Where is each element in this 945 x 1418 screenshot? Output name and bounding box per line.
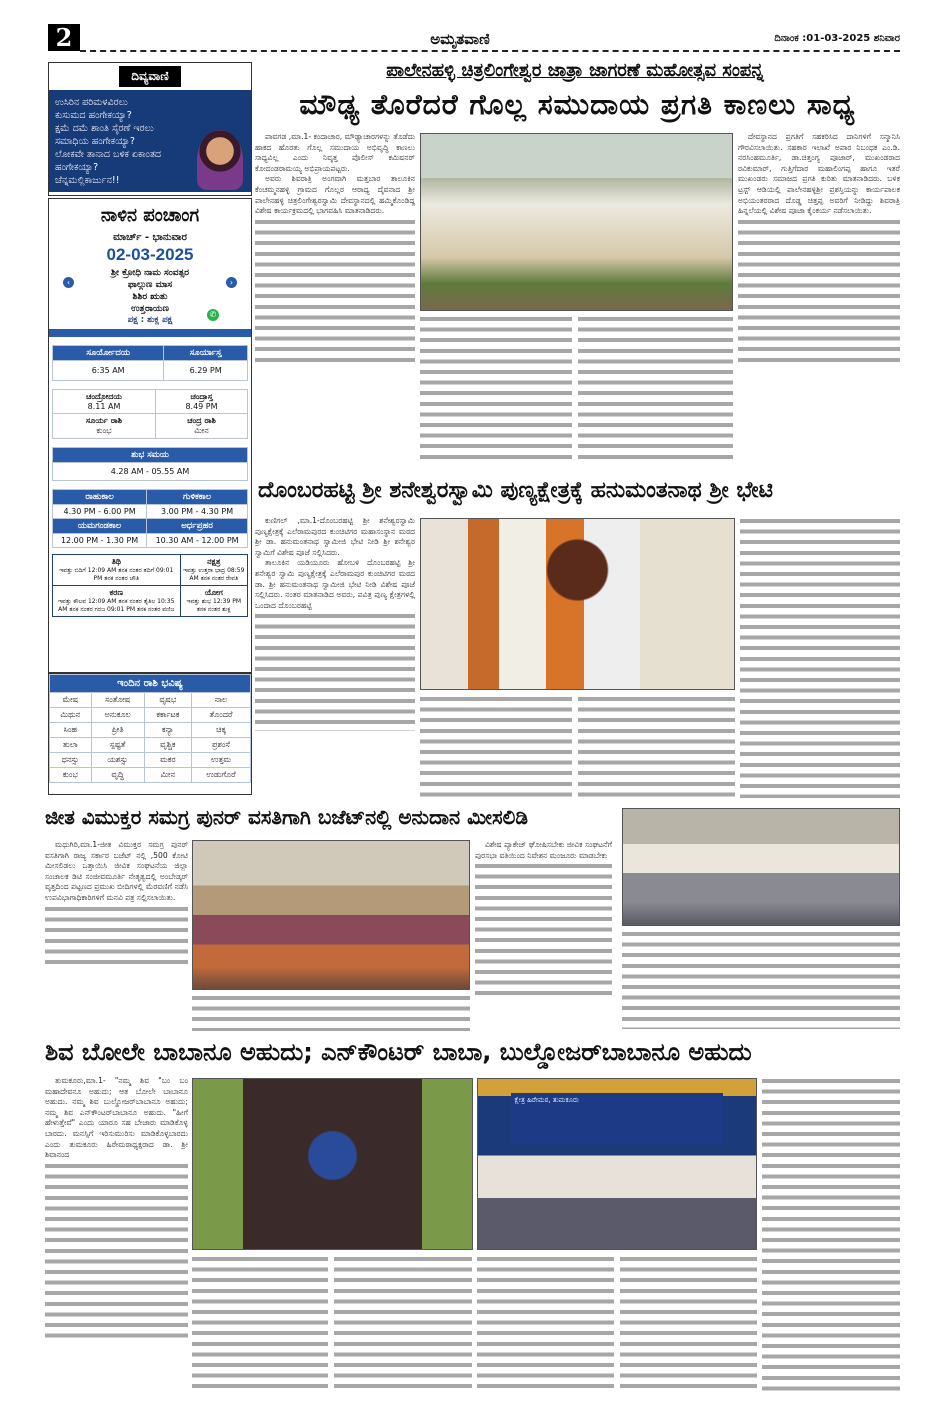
chandra-rashi-label: ಚಂದ್ರ ರಾಶಿ [187, 416, 216, 425]
tithi-label: ತಿಥಿ [111, 557, 121, 566]
article2-paragraph: ತಾಲೂಕಿನ ಯಡಿಯೂರು ಹೋಬಳಿ ದೊಂಬರಹಟ್ಟಿ ಶ್ರೀ ಶನೇಶ್ವರ ಸ್ವಾಮಿ ಪುಣ್ಯಕ್ಷೇತ್ರಕ್ಕೆ ಎಲೆರಾಮಪುರ ಕುಂಚಿಟಿಗರ ಮಠದ ಡಾ. ಶ್ರೀ ಹನುಮಂತನಾಥ ಸ್ವಾಮೀಜಿ ಭೇಟಿ ನೀಡಿ ವಿಶೇಷ ಪೂಜೆ ಸಲ್ಲಿಸಿದರು. ನಂತರ ಮಾತನಾಡಿದ ಅವರು, ಪವಿತ್ರ ಪುಣ್ಯ ಕ್ಷೇತ್ರಗಳಲ್ಲಿ ಒಂದಾದ ದೊಂಬರಹಟ್ಟಿ [255, 558, 415, 610]
month-day: ಮಾರ್ಚ್ - ಭಾನುವಾರ [113, 232, 187, 243]
article4-text-col3 [334, 1254, 472, 1390]
article1-text-continued [738, 217, 900, 367]
moonset-label: ಚಂದ್ರಾಸ್ತ [190, 392, 213, 401]
moonrise-label: ಚಂದ್ರೋದಯ [86, 392, 122, 401]
rashi-name: ಮೀನ [144, 768, 191, 783]
article2-text-col3 [578, 694, 735, 798]
article3-body [45, 840, 188, 1030]
rashi-row [50, 738, 251, 753]
article4-lead: ತುಮಕೂರು,ಮಾ.1- "ನಮ್ಮ ಶಿವ "ಬಂ ಬಂ ಮಹಾದೇವನೂ ಅಹುದು; ಆತ ಬೋಲೇ ಬಾಬಾನೂ ಅಹುದು. ನಮ್ಮ ಶಿವ ಬುಲ್ಡೋಜರ್‌ಬಾಬಾನೂ ಅಹುದು; ನಮ್ಮ ಶಿವ ಎನ್‌ಕೌಂಟರ್‌ಬಾಬಾನೂ ಅಹುದು. "ಹೀಗೆ ಹೇಳುತ್ತೇವೆ" ಎಂದು ಯಾರೂ ಸಹ ಬೇಜಾರು ಮಾಡಿಕೊಳ್ಳ ಬಾರದು. ಮನಸ್ಸಿಗೆ ಇರಿಸುಮುರಿಸು ಮಾಡಿಕೊಳ್ಳಬಾರದು ಎಂದು ತುಮಕೂರು ಹಿರೇಮಠಾಧ್ಯಕ್ಷರಾದ ಡಾ. ಶ್ರೀ ಶಿವಾನಂದ [45, 1076, 188, 1160]
article3-photo [192, 840, 470, 990]
ayana: ಉತ್ತರಾಯಣ [131, 304, 169, 314]
article4-right-col [762, 1076, 900, 1391]
rashi-row [50, 723, 251, 738]
article3-headline: ಜೀತ ವಿಮುಕ್ತರ ಸಮಗ್ರ ಪುನರ್ ವಸತಿಗಾಗಿ ಬಜೆಟ್‌ನಲ್ಲಿ ಅನುದಾನ ಮೀಸಲಿಡಿ [45, 805, 528, 829]
kala-table [52, 489, 248, 548]
verse-line: ಕ್ಷಮೆ ದಮೆ ಶಾಂತಿ ಸೈರಣೆ ಇರಲು [55, 123, 154, 134]
article4-banner [511, 1093, 722, 1144]
rashi-name: ಕನ್ಯಾ [144, 723, 191, 738]
ritu: ಶಿಶಿರ ಋತು [132, 292, 168, 302]
yama-label: ಯಮಗಂಡಕಾಲ [53, 519, 147, 534]
rashi-forecast: ನಾಲ [192, 693, 251, 708]
banner-text: ಕ್ಷೇತ್ರ ಹಿರೇಮಠ, ತುಮಕೂರು [514, 1095, 579, 1104]
article1-text-continued [255, 217, 415, 367]
verse-line: ಉಸಿರಿನ ಪರಿಮಳವಿರಲು [55, 97, 128, 108]
article3-lead: ಮಧುಗಿರಿ,ಮಾ.1-ಜೀತ ವಿಮುಕ್ತರ ಸಮಗ್ರ ಪುನರ್ ವಸತಿಗಾಗಿ ರಾಜ್ಯ ಸರ್ಕಾರ ಬಜೆಟ್ ನಲ್ಲಿ ,500 ಕೋಟಿ ಮೀಸಲಿಡಲು ಒತ್ತಾಯಿಸಿ ಜೀವಿಕ ಸಂಘಟನೆಯ ಜಿಲ್ಲಾ ಸಂಚಾಲಕ ಡಿಟಿ ಸಂಜೀವಮೂರ್ತಿ ನೇತೃತ್ವದಲ್ಲಿ ಅಂಬೇಡ್ಕರ್ ವೃತ್ತದಿಂದ ಪಟ್ಟಣದ ಪ್ರಮುಖ ಬೀದಿಗಳಲ್ಲಿ ಮೆರವಣಿಗೆ ನಡೆಸಿ ಉಪವಿಭಾಗಾಧಿಕಾರಿಗಳಿಗೆ ಮನವಿ ಪತ್ರ ಸಲ್ಲಿಸಲಾಯಿತು. [45, 840, 188, 902]
panchanga-title: ನಾಳಿನ ಪಂಚಾಂಗ [100, 205, 200, 226]
whatsapp-icon[interactable]: ✆ [207, 309, 219, 321]
article4-body [45, 1076, 188, 1391]
divyavani-verse [49, 90, 251, 192]
article4-text-col5 [620, 1254, 757, 1390]
article2-photo [420, 518, 735, 690]
rashi-forecast: ವೃದ್ಧಿ [91, 768, 144, 783]
article3-text-right [622, 929, 900, 1029]
rashi-name: ಮೇಷ [50, 693, 92, 708]
gulika-time: 3.00 PM - 4.30 PM [147, 505, 248, 519]
article3-col3 [475, 840, 612, 1030]
article1-text-col2 [420, 314, 572, 464]
rashi-name: ವೃಶ್ಚಿಕ [144, 738, 191, 753]
rashi-forecast: ತೊಂದರೆ [192, 708, 251, 723]
sun-table [52, 345, 248, 381]
nakshatra-label: ನಕ್ಷತ್ರ [207, 557, 221, 566]
rashi-box [48, 673, 252, 795]
panchanga-header [49, 199, 251, 337]
article1-text-col3 [578, 314, 733, 464]
rashi-forecast: ಚಿಕ್ಕ [192, 723, 251, 738]
sunrise-time: 6:35 AM [53, 361, 164, 381]
article1-lead: ಪಾವಗಡ ,ಮಾ.1- ಕಂದಾಚಾರ, ಮೌಢ್ಯಾಚಾರಗಳನ್ನು ತೊಡೆದು ಹಾಕದ ಹೊರತು ಗೊಲ್ಲ ಸಮುದಾಯ ಅಭಿವೃದ್ಧಿ ಕಾಣಲು ಸಾಧ್ಯವಿಲ್ಲ ಎಂದು ನಿವೃತ್ತ ಪೊಲೀಸ್ ಕಮಿಷನರ್ ಕೋದಂಡರಾಮಯ್ಯ ಅಭಿಪ್ರಾಯಪಟ್ಟರು. [255, 132, 415, 173]
verse-line: ಕುಸುಮದ ಹಂಗೇಕಯ್ಯಾ? [55, 110, 132, 121]
rashi-table [49, 674, 251, 783]
verse-line: ಚೆನ್ನಮಲ್ಲಿಕಾರ್ಜುನ!! [55, 175, 120, 186]
article3-right-text: ವಿಶೇಷ ಪ್ಯಾಕೇಜ್ ಘೋಷಿಸಬೇಕು ಜೀವಿಕ ಸಂಘಟನೆಗೆ ಪುರಸಭಾ ವತಿಯಿಂದ ನಿವೇಶನ ಮಂಜೂರು ಮಾಡಬೇಕು [475, 840, 612, 860]
rashi-forecast: ಸ್ಪಷ್ಟತೆ [91, 738, 144, 753]
rashi-forecast: ಅನುಕೂಲ [91, 708, 144, 723]
rashi-name: ವೃಷಭ [144, 693, 191, 708]
shubha-label: ಶುಭ ಸಮಯ [53, 448, 248, 463]
article1-paragraph: ಅವರು ಶಿವರಾತ್ರಿ ಅಂಗವಾಗಿ ಮತ್ತಬಾರ ತಾಲೂಕಿನ ಕೆಂಚಮ್ಮನಹಳ್ಳಿ ಗ್ರಾಮದ ಗೊಲ್ಲರ ಆರಾಧ್ಯ ದೈವನಾದ ಶ್ರೀ ಪಾಲೇನಹಳ್ಳಿ ಚಿತ್ರಲಿಂಗೇಶ್ವರಸ್ವಾಮಿ ದೇವಸ್ಥಾನದಲ್ಲಿ ಹಮ್ಮಿಕೊಂಡಿದ್ದ ವಿಶೇಷ ಕಾರ್ಯಕ್ರಮದಲ್ಲಿ ಭಾಗವಹಿಸಿ ಮಾತನಾಡಿದರು. [255, 174, 415, 216]
chandra-rashi: ಮೀನ [194, 426, 209, 435]
nakshatra: ಇವತ್ತು ಉತ್ತರಾ ಭಾದ್ರ 08:59 AM ತನಕ ನಂತರ ರೇವತಿ [183, 567, 245, 582]
karana: ಇವತ್ತು ಕೌಲವ 12:09 AM ತನಕ ನಂತರ ತೈತಿಲ 10:35 AM ತನಕ ನಂತರ ಗರಜ 09:01 PM ತನಕ ನಂತರ ವಣಿಜ [58, 598, 175, 613]
article1-headline: ಮೌಢ್ಯ ತೊರೆದರೆ ಗೊಲ್ಲ ಸಮುದಾಯ ಪ್ರಗತಿ ಕಾಣಲು ಸಾಧ್ಯ [299, 88, 856, 121]
article3-text-col2 [192, 993, 470, 1031]
article2-text-continued [255, 611, 415, 731]
moonset-time: 8.49 PM [185, 402, 218, 411]
article4-text-continued [45, 1161, 188, 1341]
article1-right-col [738, 132, 900, 464]
rashi-name: ಕುಂಭ [50, 768, 92, 783]
article2-headline: ದೊಂಬರಹಟ್ಟಿ ಶ್ರೀ ಶನೇಶ್ವರಸ್ವಾಮಿ ಪುಣ್ಯಕ್ಷೇತ್ರಕ್ಕೆ ಹನುಮಂತನಾಥ ಶ್ರೀ ಭೇಟಿ [258, 478, 773, 503]
rashi-name: ಕರ್ಕಾಟಕ [144, 708, 191, 723]
article3-text-continued [45, 904, 188, 964]
article2-text-col2 [420, 694, 572, 798]
article4-text-col2 [192, 1254, 328, 1390]
article4-photo-shiva [192, 1078, 473, 1250]
article2-right-col [740, 516, 900, 798]
sunset-time: 6.29 PM [164, 361, 248, 381]
panchanga-box [48, 198, 252, 673]
yoga-label: ಯೋಗ [204, 588, 223, 597]
article4-photo-group [477, 1078, 757, 1250]
rashi-forecast: ಪ್ರೀತಿ [91, 723, 144, 738]
samvatsara: ಶ್ರೀ ಕ್ರೋಧಿ ನಾಮ ಸಂವತ್ಸರ [111, 268, 189, 278]
rashi-forecast: ಉತ್ತಮ [192, 753, 251, 768]
tithi: ಇವತ್ತು ಬಿದಿಗೆ 12:09 AM ತನಕ ನಂತರ ತದಿಗೆ 09:01 PM ತನಕ ನಂತರ ಚೌತಿ [59, 567, 174, 582]
rahu-time: 4.30 PM - 6.00 PM [53, 505, 147, 519]
surya-rashi-label: ಸೂರ್ಯ ರಾಶಿ [85, 416, 123, 425]
tithi-table [52, 554, 248, 617]
article2-body [255, 516, 415, 798]
article4-headline: ಶಿವ ಬೋಲೇ ಬಾಬಾನೂ ಅಹುದು; ಎನ್‌ಕೌಂಟರ್ ಬಾಬಾ, ಬುಲ್ಡೋಜರ್‌ಬಾಬಾನೂ ಅಹುದು [45, 1038, 752, 1066]
rashi-row [50, 768, 251, 783]
divyavani-title: ದಿವ್ಯವಾಣಿ [119, 66, 181, 87]
rashi-name: ಮಿಥುನ [50, 708, 92, 723]
rashi-title: ಇಂದಿನ ರಾಶಿ ಭವಿಷ್ಯ [50, 675, 251, 693]
article4-text-col4 [477, 1254, 614, 1390]
masa: ಫಾಲ್ಗುಣ ಮಾಸ [127, 280, 173, 290]
issue-date: ದಿನಾಂಕ :01-03-2025 ಶನಿವಾರ [774, 33, 900, 44]
rashi-row [50, 693, 251, 708]
prev-day-icon[interactable]: ‹ [63, 277, 74, 288]
surya-rashi: ಕುಂಭ [96, 426, 112, 435]
rashi-name: ಮಕರ [144, 753, 191, 768]
rashi-forecast: ಯಶಸ್ಸು [91, 753, 144, 768]
divyavani-box [48, 62, 252, 196]
newspaper-name: ಅಮೃತವಾಣಿ [430, 30, 490, 48]
verse-line: ಸಮಾಧಿಯ ಹಂಗೇಕಯ್ಯಾ? [55, 136, 135, 147]
shubha-time: 4.28 AM - 05.55 AM [53, 463, 248, 481]
sunset-label: ಸೂರ್ಯಾಸ್ತ [164, 346, 248, 361]
verse-line: ಲೋಕವೇ ತಾನಾದ ಬಳಿಕ ಏಕಾಂತದ [55, 149, 162, 160]
yoga: ಇವತ್ತು ಶುಭ 12:39 PM ತನಕ ನಂತರ ಶುಕ್ಲ [186, 598, 241, 613]
sunrise-label: ಸೂರ್ಯೋದಯ [53, 346, 164, 361]
moonrise-time: 8.11 AM [87, 402, 121, 411]
article1-body [255, 132, 415, 462]
yama-time: 12.00 PM - 1.30 PM [53, 534, 147, 548]
rashi-name: ಸಿಂಹ [50, 723, 92, 738]
rashi-row [50, 708, 251, 723]
rashi-forecast: ಉಡುಗೊರೆ [192, 768, 251, 783]
page-number: 2 [48, 24, 80, 51]
article1-photo [420, 133, 733, 311]
paksha: ಪಕ್ಷ : ಶುಕ್ಲ ಪಕ್ಷ [127, 315, 173, 325]
article1-right-text: ದೇವಸ್ಥಾನದ ಪ್ರಗತಿಗೆ ಸಹಕರಿಸಿದ ದಾನಿಗಳಿಗೆ ಸನ್ಮಾನಿಸಿ ಗೌರವಿಸಲಾಯಿತು. ಸಹಕಾರ ಇಲಾಖೆ ಅಪಾರ ನಿಬಂಧಕ ಎಂ.ಡಿ. ನರಸಿಂಹಮೂರ್ತಿ, ಡಾ.ಚಿತ್ತಂಗ್ಯ ಪೂಜಾರ್, ಮುಖಂಡರಾದ ರವಿಕುಮಾರ್, ಗುತ್ತಿಗೆದಾರ ಮಹಾಲಿಂಗಪ್ಪ ಹಾಗೂ ಇತರೆ ಮುಖಂಡರು ಸಮಾಜದ ಪ್ರಗತಿ ಕುರಿತು ಮಾತನಾಡಿದರು. ಬಳಿಕ ಟ್ರಸ್ಟ್ ಆಡಿಯಲ್ಲಿ ಪಾಲೇನಹಳ್ಳಿಶ್ರೀ ಪ್ರಶಸ್ತಿಯನ್ನು ಕಾರ್ಯಪಾಲಕ ಅಭಿಯಂತರರಾದ ದೊಡ್ಡ ಚಿತ್ತಪ್ಪ ಅವರಿಗೆ ನೀಡಿದ್ದು ಶಿವರಾತ್ರಿ ಹಿನ್ನಲೆಯಲ್ಲಿ ವಿಶೇಷ ಪೂಜಾ ಕೈಂಕರ್ಯ ನಡೆಸಲಾಯಿತು. [738, 132, 900, 216]
verse-line: ಹಂಗೇಕಯ್ಯಾ? [55, 162, 99, 173]
rashi-forecast: ಸಂತೋಷ [91, 693, 144, 708]
rashi-name: ಧನಸ್ಸು [50, 753, 92, 768]
akka-mahadevi-portrait [197, 130, 243, 190]
panchanga-date: 02-03-2025 [106, 245, 194, 264]
ardha-label: ಅರ್ಧಪ್ರಹರ [147, 519, 248, 534]
gulika-label: ಗುಳಿಕಕಾಲ [147, 490, 248, 505]
header-divider [80, 50, 900, 52]
article3-text-continued [475, 861, 612, 1001]
rashi-forecast: ಪ್ರಶಂಸೆ [192, 738, 251, 753]
karana-label: ಕರಣ [109, 588, 124, 597]
rashi-name: ತುಲಾ [50, 738, 92, 753]
moon-table [52, 389, 248, 439]
next-day-icon[interactable]: › [226, 277, 237, 288]
ardha-time: 10.30 AM - 12.00 PM [147, 534, 248, 548]
article1-kicker: ಪಾಲೇನಹಳ್ಳಿ ಚಿತ್ರಲಿಂಗೇಶ್ವರ ಜಾತ್ರಾ ಜಾಗರಣೆ ಮಹೋತ್ಸವ ಸಂಪನ್ನ [386, 60, 764, 81]
shubha-table [52, 447, 248, 481]
article2-lead: ಕುಣಿಗಲ್ ,ಮಾ.1-ದೊಂಬರಹಟ್ಟಿ ಶ್ರೀ ಶನೇಶ್ವರಸ್ವಾಮಿ ಪುಣ್ಯಕ್ಷೇತ್ರಕ್ಕೆ ಎಲೆರಾಮಪುರದ ಕುಂಚಿಟಿಗರ ಮಹಾಸಂಸ್ಥಾನ ಮಠದ ಶ್ರೀ ಡಾ. ಹನುಮಂತನಾಥ ಸ್ವಾಮೀಜಿ ಭೇಟಿ ನೀಡಿ ಶ್ರೀ ಶನೇಶ್ವರ ಸ್ವಾಮಿಗೆ ವಿಶೇಷ ಪೂಜೆ ಸಲ್ಲಿಸಿದರು. [255, 516, 415, 557]
article3-photo-2 [622, 808, 900, 926]
rahu-label: ರಾಹುಕಾಲ [53, 490, 147, 505]
rashi-row [50, 753, 251, 768]
